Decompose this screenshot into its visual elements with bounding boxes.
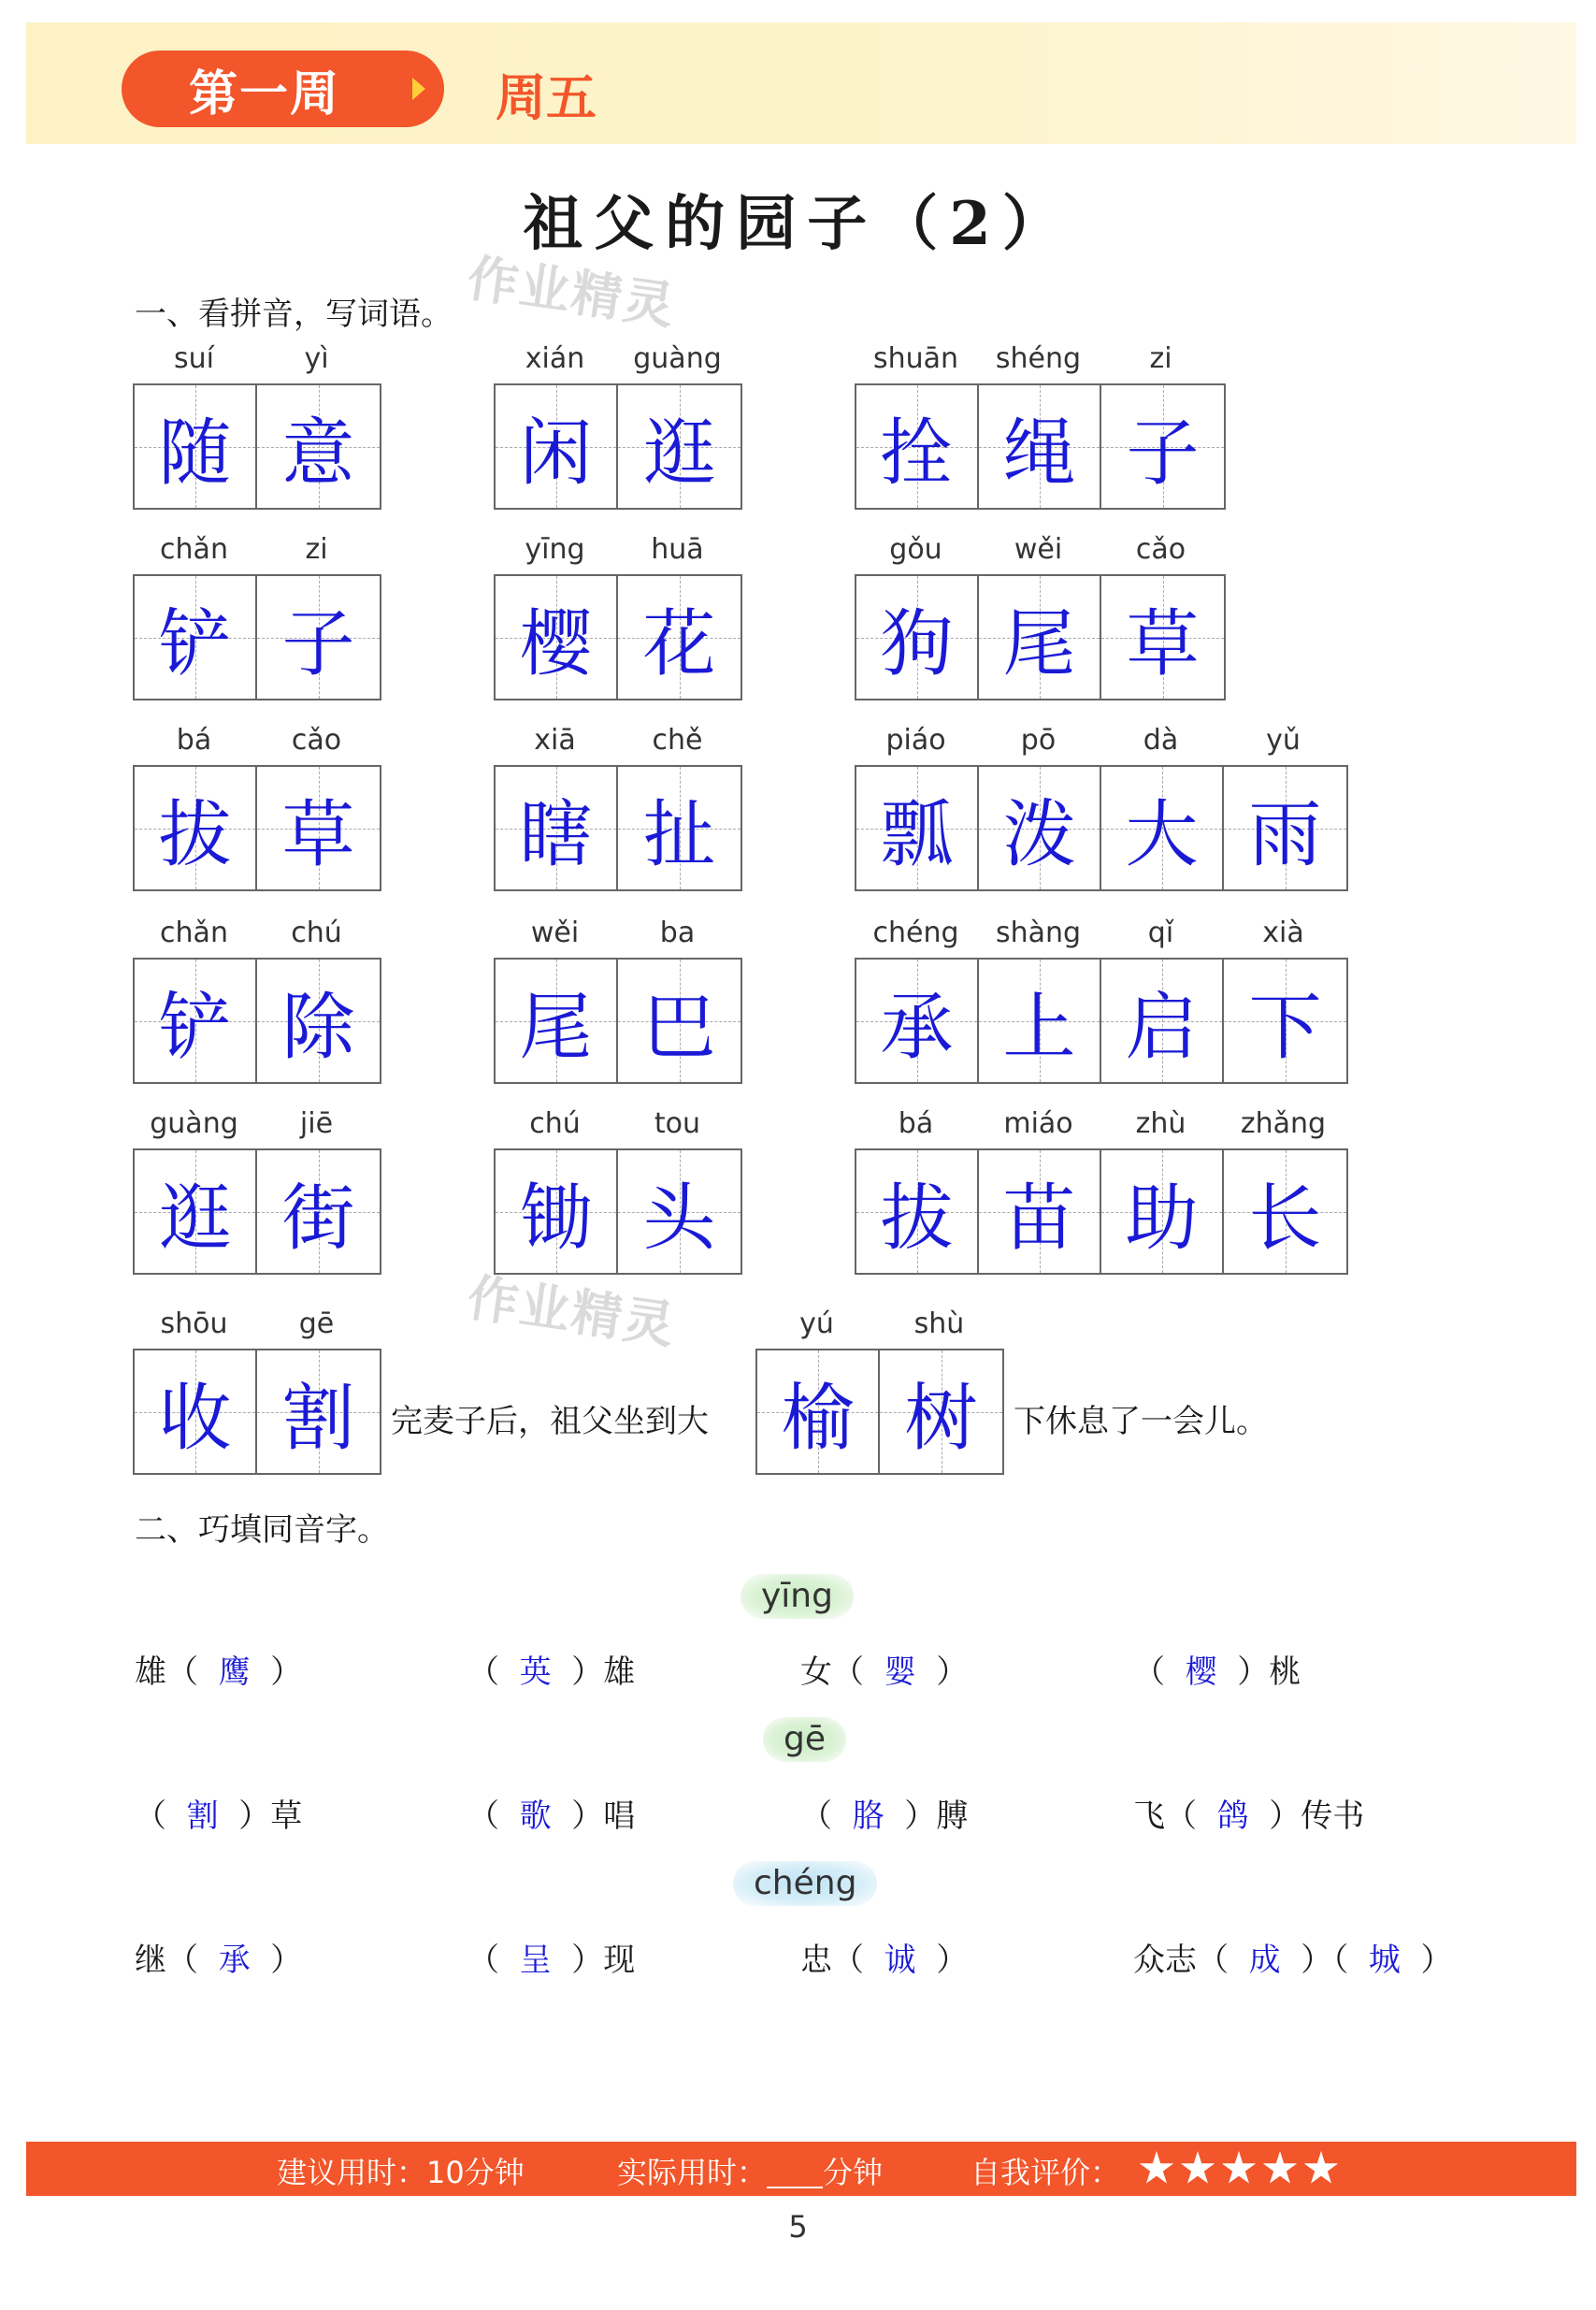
answer-char: 草 [1126, 601, 1200, 686]
char-box [618, 767, 740, 889]
homophone-item: 飞（ 鸽 ）传书 [1133, 1797, 1365, 1835]
sentence-word-2 [755, 1307, 1004, 1475]
char-box [1224, 960, 1346, 1082]
pinyin: zhù [1135, 1107, 1186, 1140]
pinyin: zi [305, 533, 328, 566]
pinyin: suí [174, 342, 214, 375]
char-box [979, 960, 1101, 1082]
pinyin: zhǎng [1240, 1107, 1327, 1140]
answer-char: 逛 [642, 411, 716, 496]
char-box [856, 1150, 979, 1273]
answer-char: 狗 [880, 601, 954, 686]
pinyin: chú [529, 1107, 581, 1140]
answer-char: 子 [281, 601, 355, 686]
word-grid [494, 724, 742, 891]
answer-char: 拔 [158, 792, 232, 877]
char-box [979, 767, 1101, 889]
week-label: 第一周 [189, 65, 341, 123]
answer-char: 大 [1125, 792, 1199, 877]
pinyin: bá [176, 724, 212, 757]
homophone-item: （ 割 ）草 [135, 1797, 303, 1835]
answer-char: 尾 [519, 985, 593, 1070]
answer-char: 苗 [1002, 1176, 1076, 1261]
char-box [880, 1350, 1002, 1473]
homophone-item: （ 英 ）雄 [467, 1653, 636, 1691]
char-box [1101, 1150, 1224, 1273]
word-grid [855, 533, 1226, 700]
pinyin-pill: yīng [740, 1574, 854, 1619]
char-box [1224, 767, 1346, 889]
char-box [979, 576, 1101, 699]
pinyin: shù [913, 1307, 965, 1340]
pinyin: chě [652, 724, 703, 757]
char-box [257, 576, 380, 699]
char-box [618, 1150, 740, 1273]
answer-char: 巴 [642, 985, 716, 1070]
char-box [257, 767, 380, 889]
answer-char: 头 [642, 1176, 716, 1261]
sentence-middle: 完麦子后，祖父坐到大 [391, 1403, 709, 1440]
watermark: 作业精灵 [464, 1267, 680, 1356]
pinyin: shuān [872, 342, 959, 375]
word-grid [855, 1107, 1348, 1275]
answer-char: 割 [281, 1376, 355, 1461]
pinyin: yì [304, 342, 329, 375]
answer-char: 收 [158, 1376, 232, 1461]
star-icon[interactable] [1221, 2151, 1257, 2187]
char-box [496, 385, 618, 508]
pinyin: guàng [633, 342, 722, 375]
pinyin: ba [659, 917, 696, 949]
homophone-item: （ 樱 ）桃 [1133, 1653, 1301, 1691]
answer-char: 树 [904, 1376, 978, 1461]
pinyin: dà [1143, 724, 1179, 757]
char-box [496, 576, 618, 699]
answer-char: 草 [281, 792, 355, 877]
self-eval-label: 自我评价： [971, 2155, 1121, 2190]
sentence-end: 下休息了一会儿。 [1014, 1403, 1268, 1440]
answer-char: 街 [281, 1176, 355, 1261]
char-box [1101, 767, 1224, 889]
pinyin: wěi [530, 917, 580, 949]
word-grid [133, 342, 381, 510]
char-box [257, 1350, 380, 1473]
answer-char: 承 [880, 985, 954, 1070]
char-box [979, 1150, 1101, 1273]
char-box [757, 1350, 880, 1473]
char-box [856, 767, 979, 889]
char-box [856, 385, 979, 508]
char-box [1101, 960, 1224, 1082]
answer-char: 扯 [642, 792, 716, 877]
answer-char: 瞎 [519, 792, 593, 877]
pinyin: gē [298, 1307, 335, 1340]
answer-char: 瓢 [880, 792, 954, 877]
pinyin: miáo [1003, 1107, 1073, 1140]
pinyin: yīng [525, 533, 585, 566]
answer-char: 铲 [158, 985, 232, 1070]
suggested-time: 建议用时：10分钟 [277, 2155, 525, 2190]
char-box [856, 960, 979, 1082]
section2-heading: 二、巧填同音字。 [135, 1511, 389, 1549]
answer-char: 逛 [158, 1176, 232, 1261]
char-box [618, 385, 740, 508]
homophone-item: 女（ 婴 ） [800, 1653, 969, 1691]
section1-heading: 一、看拼音，写词语。 [135, 296, 453, 333]
pinyin: qǐ [1147, 917, 1174, 949]
char-box [979, 385, 1101, 508]
char-box [1224, 1150, 1346, 1273]
answer-char: 子 [1126, 411, 1200, 496]
page-number: 5 [788, 2209, 808, 2245]
answer-char: 绳 [1002, 411, 1076, 496]
answer-char: 下 [1248, 985, 1322, 1070]
pinyin-pill: gē [763, 1717, 846, 1762]
word-grid [133, 724, 381, 891]
answer-char: 尾 [1002, 601, 1076, 686]
word-grid [855, 917, 1348, 1084]
pinyin: yǔ [1266, 724, 1301, 757]
pinyin-pill: chéng [733, 1861, 877, 1906]
answer-char: 榆 [781, 1376, 855, 1461]
pinyin: shàng [995, 917, 1082, 949]
char-box [135, 960, 257, 1082]
char-box [135, 1150, 257, 1273]
pinyin: xián [525, 342, 585, 375]
pinyin: chǎn [160, 917, 228, 949]
word-grid [855, 724, 1348, 891]
word-grid [494, 917, 742, 1084]
star-icon[interactable] [1303, 2151, 1339, 2187]
char-box [1101, 385, 1224, 508]
pinyin: xià [1262, 917, 1304, 949]
word-grid [133, 533, 381, 700]
rating-stars [1139, 2151, 1339, 2187]
homophone-item: 众志（ 成 ）（ 城 ） [1133, 1942, 1453, 1979]
pinyin: jiē [299, 1107, 334, 1140]
homophone-item: 雄（ 鹰 ） [135, 1653, 303, 1691]
char-box [135, 385, 257, 508]
word-grid [494, 1107, 742, 1275]
word-grid [133, 917, 381, 1084]
pinyin: gǒu [889, 533, 942, 566]
pinyin: zi [1149, 342, 1172, 375]
pinyin: guàng [150, 1107, 238, 1140]
answer-char: 铲 [158, 601, 232, 686]
pinyin: chéng [872, 917, 959, 949]
pinyin: cǎo [291, 724, 342, 757]
homophone-item: 继（ 承 ） [135, 1942, 303, 1979]
answer-char: 花 [642, 601, 716, 686]
char-box [618, 960, 740, 1082]
char-box [496, 960, 618, 1082]
pinyin: bá [898, 1107, 934, 1140]
answer-char: 泼 [1002, 792, 1076, 877]
char-box [135, 576, 257, 699]
char-box [496, 1150, 618, 1273]
week-badge [122, 51, 444, 127]
homophone-item: （ 歌 ）唱 [467, 1797, 636, 1835]
answer-char: 樱 [519, 601, 593, 686]
char-box [856, 576, 979, 699]
homophone-item: （ 胳 ）膊 [800, 1797, 969, 1835]
pinyin: shéng [995, 342, 1082, 375]
watermark: 作业精灵 [464, 248, 680, 337]
answer-char: 雨 [1248, 792, 1322, 877]
char-box [135, 767, 257, 889]
sentence-word-1 [133, 1307, 381, 1475]
char-box [496, 767, 618, 889]
char-box [135, 1350, 257, 1473]
pinyin: yú [799, 1307, 834, 1340]
star-icon[interactable] [1262, 2151, 1298, 2187]
answer-char: 闲 [519, 411, 593, 496]
answer-char: 拴 [880, 411, 954, 496]
actual-time: 实际用时： 分钟 [617, 2155, 884, 2190]
answer-char: 锄 [519, 1176, 593, 1261]
char-box [257, 1150, 380, 1273]
answer-char: 意 [281, 411, 355, 496]
pinyin: wěi [1014, 533, 1063, 566]
time-blank[interactable] [767, 2160, 823, 2188]
homophone-item: 忠（ 诚 ） [800, 1942, 969, 1979]
pinyin: xiā [534, 724, 576, 757]
char-box [618, 576, 740, 699]
answer-char: 除 [281, 985, 355, 1070]
page-title: 祖父的园子（2） [523, 189, 1073, 259]
word-grid [133, 1107, 381, 1275]
star-icon[interactable] [1139, 2151, 1174, 2187]
answer-char: 上 [1002, 985, 1076, 1070]
pinyin: huā [651, 533, 704, 566]
pinyin: pō [1020, 724, 1057, 757]
pinyin: tou [654, 1107, 701, 1140]
answer-char: 助 [1125, 1176, 1199, 1261]
pinyin: cǎo [1135, 533, 1186, 566]
answer-char: 启 [1125, 985, 1199, 1070]
play-arrow-icon [412, 78, 425, 100]
answer-char: 随 [158, 411, 232, 496]
star-icon[interactable] [1180, 2151, 1215, 2187]
char-box [257, 960, 380, 1082]
pinyin: chǎn [160, 533, 228, 566]
word-grid [855, 342, 1226, 510]
pinyin: chú [291, 917, 342, 949]
pinyin: shōu [160, 1307, 228, 1340]
homophone-item: （ 呈 ）现 [467, 1942, 636, 1979]
day-label: 周五 [496, 68, 597, 127]
pinyin: piáo [885, 724, 946, 757]
char-box [1101, 576, 1224, 699]
char-box [257, 385, 380, 508]
word-grid [494, 533, 742, 700]
word-grid [494, 342, 742, 510]
answer-char: 拔 [880, 1176, 954, 1261]
footer-bar [26, 2142, 1576, 2196]
answer-char: 长 [1248, 1176, 1322, 1261]
